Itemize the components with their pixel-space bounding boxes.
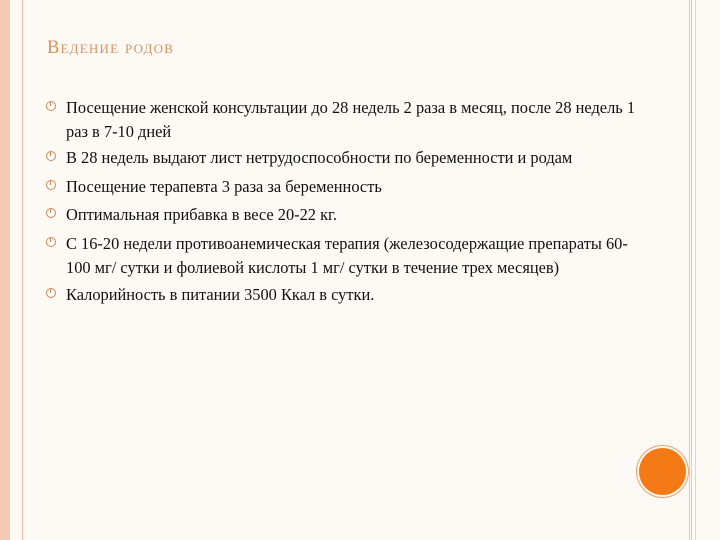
right-decor-line bbox=[689, 0, 692, 540]
bullet-icon bbox=[46, 101, 56, 111]
orange-circle-decor bbox=[639, 448, 686, 495]
list-item bbox=[46, 203, 646, 227]
list-item-text: С 16-20 недели противоанемическая терапия (железосодержащие препараты 60-100 мг/ сутки и фолиевой кислоты 1 мг/ сутки в течение трех месяцев) bbox=[66, 233, 628, 277]
bullet-icon bbox=[46, 151, 56, 161]
list-item-text: Калорийность в питании 3500 Ккал в сутки. bbox=[66, 285, 375, 305]
bullet-icon bbox=[46, 237, 56, 247]
bullet-icon bbox=[46, 208, 56, 218]
list-item-text: Посещение женской консультации до 28 недель 2 раза в месяц, после 28 недель 1 раз в 7-10 дней bbox=[66, 98, 636, 141]
left-decor-bar bbox=[0, 0, 10, 540]
bullet-icon bbox=[46, 288, 56, 298]
list-item bbox=[46, 146, 646, 170]
list-item bbox=[46, 175, 646, 199]
list-item-text: Оптимальная прибавка в весе 20-22 кг. bbox=[66, 205, 338, 225]
list-item bbox=[46, 283, 646, 307]
list-item bbox=[46, 96, 646, 143]
slide-title: Ведение родов bbox=[47, 38, 175, 58]
list-item-text: В 28 недель выдают лист нетрудоспособности по беременности и родам bbox=[66, 148, 573, 168]
list-item-text: Посещение терапевта 3 раза за беременность bbox=[66, 176, 382, 196]
bullet-list bbox=[46, 96, 646, 307]
list-item bbox=[46, 232, 646, 279]
bullet-icon bbox=[46, 180, 56, 190]
right-decor-line-inner bbox=[695, 0, 696, 540]
